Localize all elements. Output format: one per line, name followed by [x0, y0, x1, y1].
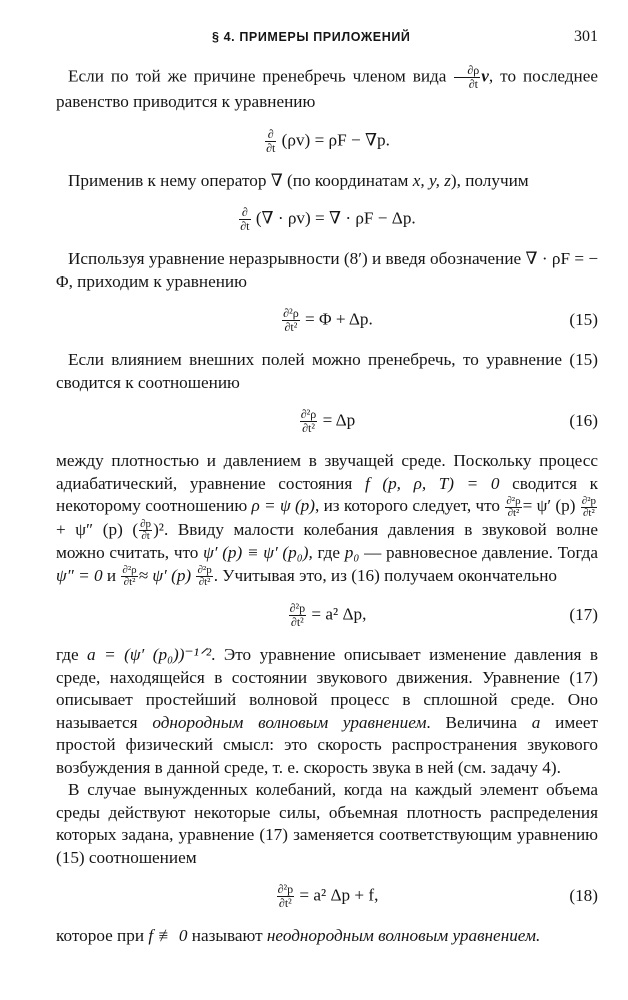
paragraph-5: между плотностью и давлением в звучащей среде. Поскольку процесс адиабатический, уравнение состояния f (p, ρ, T) = 0 сводится к некоторому соотношению ρ = ψ (p), из которого следует, что $\frac{\text{∂²ρ}}{\text{∂t²}}$ = ψ′ (p) $\frac{\text{∂²p}}{\text{∂t²}}$ + ψ″ (p) ( $\frac{\partial p}{\partial t}$ )². Ввиду малости колебания давления в звуковой волне можно считать, что ψ′ (p) ≡ ψ′ (p₀), где p₀ — равновесное давление. Тогда ψ″ = 0 и $\frac{\text{∂²ρ}}{\text{∂t²}}$ ≈ ψ′ (p) $\frac{\text{∂²p}}{\text{∂t²}}$ . Учитывая это, из (16) получаем окончательно [56, 451, 599, 589]
running-header [0, 30, 628, 50]
paragraph-2: Применив к нему оператор ∇ (по координатам x, y, z), получим [68, 170, 529, 190]
equation-17: $\frac{\text{∂²p}}{\text{∂t²}}$ = a² Δp, (17) [289, 601, 598, 630]
paragraph-6: где a = (ψ′ (p₀))⁻¹ᐟ². Это уравнение описывает изменение давления в среде, находящейся в состоянии звукового движения. Уравнение (17) описывает простейший волновой процесс в сплошной среде. Оно называется однородным волновым уравнением. Величина a имеет простой физический смысл: это скорость распространения звукового возбуждения в данной среде, т. е. скорость звука в ней (см. задачу 4). [56, 645, 598, 777]
inline-fraction: $\frac{\partial\rho}{\partial t}$ [454, 64, 480, 91]
equation-number-18: (18) [569, 886, 598, 906]
equation-1: $\frac{\partial}{\partial t}$ (ρv) = ρF − ∇p. [266, 126, 390, 155]
equation-16: $\frac{\text{∂²ρ}}{\text{∂t²}}$ = Δp (16) [300, 407, 598, 435]
section-title: § 4. ПРИМЕРЫ ПРИЛОЖЕНИЙ [212, 30, 411, 44]
equation-2: $\frac{\partial}{\partial t}$ (∇ · ρv) = ∇ · ρF − Δp. [240, 205, 416, 233]
paragraph-7: В случае вынужденных колебаний, когда на каждый элемент объема среды действуют некоторые силы, объемная плотность распределения которых задана, уравнение (17) заменяется соответствующим уравнению (15) соотношением [56, 780, 598, 867]
equation-number-16: (16) [569, 411, 598, 430]
paragraph-4: Если влиянием внешних полей можно пренебречь, то уравнение (15) сводится к соотношению [56, 350, 598, 392]
page-number: 301 [574, 28, 598, 45]
paragraph-8: которое при f ≢ 0 называют неоднородным волновым уравнением. [56, 926, 541, 946]
paragraph-1: Если по той же причине пренебречь членом вида $\frac{\partial\rho}{\partial t}$ v, то последнее равенство приводится к уравнению [56, 63, 598, 111]
page-body [56, 64, 598, 948]
equation-15: $\frac{\text{∂²ρ}}{\text{∂t²}}$ = Φ + Δp. (15) [283, 306, 598, 334]
equation-number-17: (17) [569, 605, 598, 625]
equation-number-15: (15) [569, 310, 598, 329]
equation-18: $\frac{\text{∂²p}}{\text{∂t²}}$ = a² Δp + f, (18) [277, 882, 598, 911]
paragraph-3: Используя уравнение неразрывности (8′) и введя обозначение ∇ · ρF = − Φ, приходим к уравнению [56, 249, 599, 291]
